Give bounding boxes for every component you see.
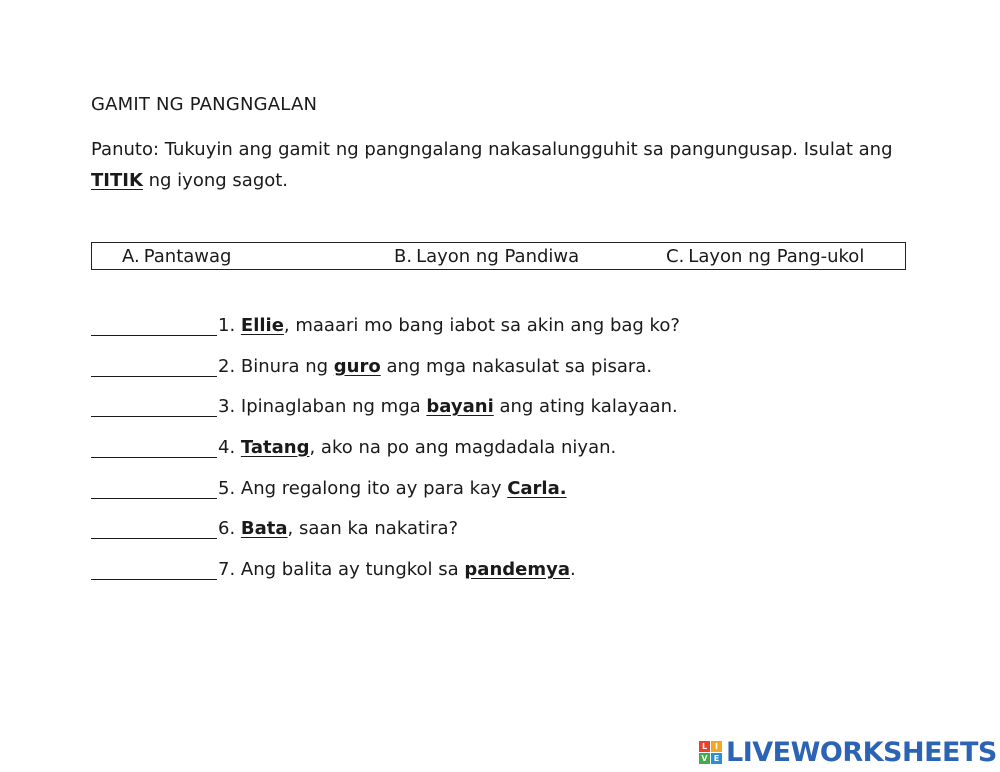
question-keyword: Carla.: [507, 477, 567, 499]
question-keyword: pandemya: [464, 559, 570, 581]
choice-label: Pantawag: [143, 246, 232, 267]
question-text: [218, 394, 678, 420]
question-number: 7.: [218, 559, 241, 581]
question-text-after: , maaari mo bang iabot sa akin ang bag ko?: [283, 315, 680, 336]
question-text-after: .: [569, 559, 576, 581]
instructions: [91, 134, 911, 196]
logo-mark-tile: I: [711, 741, 722, 752]
question-text: [218, 557, 576, 583]
instructions-text: Panuto: Tukuyin ang gamit ng pangngalang nakasalungguhit sa pangungusap. Isulat ang: [91, 139, 893, 160]
answer-blank[interactable]: [91, 516, 217, 539]
question-keyword: Tatang: [240, 437, 310, 459]
question-keyword: bayani: [426, 396, 494, 418]
question-item: [91, 354, 951, 395]
answer-blank[interactable]: [91, 476, 217, 499]
instructions-text-end: ng iyong sagot.: [142, 170, 289, 191]
logo-text: LIVEWORKSHEETS: [726, 736, 997, 768]
choice-label: Layon ng Pang-ukol: [688, 246, 865, 267]
choice-a: [122, 246, 231, 267]
question-keyword: Bata: [240, 518, 288, 540]
question-item: [91, 435, 951, 476]
answer-blank[interactable]: [91, 557, 217, 580]
answer-blank[interactable]: [91, 435, 217, 458]
answer-blank[interactable]: [91, 354, 217, 377]
question-text-before: Ang balita ay tungkol sa: [240, 559, 465, 581]
liveworksheets-logo[interactable]: [699, 737, 997, 767]
answer-blank[interactable]: [91, 313, 217, 336]
question-list: [91, 313, 951, 598]
question-text-after: ang mga nakasulat sa pisara.: [380, 355, 653, 377]
choice-c: [666, 246, 864, 267]
question-text: [218, 516, 458, 542]
question-number: 6.: [218, 518, 241, 540]
choice-letter: C.: [666, 246, 685, 267]
question-number: 5.: [218, 477, 241, 499]
worksheet-title: GAMIT NG PANGNGALAN: [91, 94, 318, 115]
question-keyword: guro: [333, 355, 381, 377]
logo-mark-tile: V: [699, 753, 710, 764]
question-text: [218, 435, 616, 461]
question-text: [218, 313, 680, 339]
question-item: [91, 313, 951, 354]
logo-mark-tile: E: [711, 753, 722, 764]
question-item: [91, 476, 951, 517]
choice-b: [394, 246, 579, 267]
question-text-before: Ipinaglaban ng mga: [240, 396, 427, 418]
question-item: [91, 516, 951, 557]
question-number: 3.: [218, 396, 241, 418]
choice-label: Layon ng Pandiwa: [416, 246, 580, 267]
question-text-after: ang ating kalayaan.: [493, 396, 678, 418]
question-number: 4.: [218, 437, 241, 459]
answer-blank[interactable]: [91, 394, 217, 417]
question-text-before: Binura ng: [240, 355, 334, 377]
question-text: [218, 354, 652, 380]
instructions-emphasis: TITIK: [91, 170, 143, 191]
logo-mark-tile: L: [699, 741, 710, 752]
question-text-after: , saan ka nakatira?: [287, 518, 459, 540]
question-text: [218, 476, 567, 502]
question-number: 2.: [218, 355, 241, 377]
question-item: [91, 557, 951, 598]
question-text-after: , ako na po ang magdadala niyan.: [309, 437, 617, 459]
choices-box: [91, 242, 906, 270]
choice-letter: B.: [394, 246, 413, 267]
question-text-before: Ang regalong ito ay para kay: [240, 477, 508, 499]
question-number: 1.: [218, 315, 241, 336]
logo-mark-icon: [699, 741, 722, 764]
choice-letter: A.: [122, 246, 140, 267]
question-item: [91, 394, 951, 435]
question-keyword: Ellie: [240, 315, 284, 336]
